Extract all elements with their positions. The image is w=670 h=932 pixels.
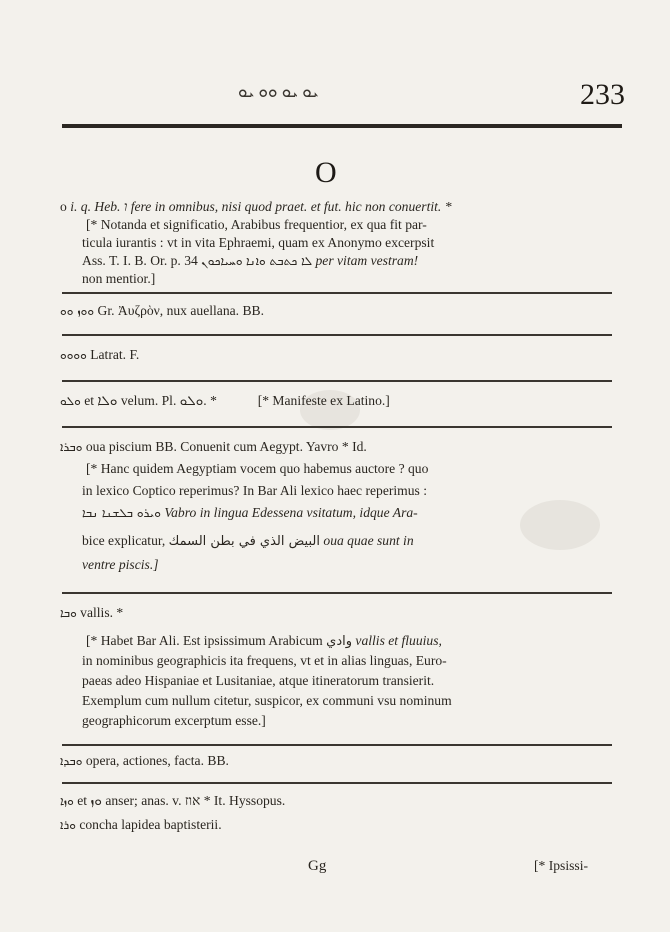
entry-text: Ass. T. I. B. Or. p. 34 <box>82 253 198 268</box>
entry-text: bice explicatur, <box>82 533 166 548</box>
entry-separator <box>62 782 612 784</box>
entry-text: Vabro in lingua Edessena vsitatum, idque Ara- <box>164 505 418 520</box>
entry-line: [* Notanda et significatio, Arabibus frequentior, ex qua fit par- <box>86 217 427 232</box>
entry-line: geographicorum excerptum esse.] <box>82 713 266 728</box>
header-rule <box>62 124 622 128</box>
entry-headword: ܘܒܕܐ <box>60 754 83 768</box>
entry-line <box>60 438 367 456</box>
entry-line: in nominibus geographicis ita frequens, vt et in alias linguas, Euro- <box>82 653 447 668</box>
syriac-text: ܘܝܪܘ ܒܠܫܢܐ ܢܒܐ <box>82 506 161 520</box>
entry-line <box>60 346 139 364</box>
entry-gloss: oua quae sunt in <box>323 533 414 548</box>
entry-headword: ܘܘܙ ܘܘ <box>60 304 95 318</box>
entry-separator <box>62 744 612 746</box>
entry-headword: ܘܙܐ <box>60 794 74 808</box>
entry-text: et ܘܠܐ velum. Pl. ܘܠܘ. * <box>84 393 217 408</box>
entry-line <box>60 792 285 810</box>
entry-separator <box>62 426 612 428</box>
entry-line <box>60 392 390 410</box>
entry-text: concha lapidea baptisterii. <box>79 817 222 832</box>
entry-note: [* Manifeste ex Latino.] <box>257 393 390 408</box>
entry-separator <box>62 592 612 594</box>
syriac-text: ܘܚܝܐܟܘܢ <box>201 254 243 268</box>
entry-gloss: per vitam vestram! <box>315 253 419 268</box>
entry-line <box>60 604 123 622</box>
entry-text: [* Habet Bar Ali. Est ipsissimum Arabicum <box>86 633 323 648</box>
entry-line: ticula iurantis : vt in vita Ephraemi, quam ex Anonymo excerpsit <box>82 235 435 250</box>
entry-line: [* Hanc quidem Aegyptiam vocem quo habemus auctore ? quo <box>86 461 429 476</box>
entry-headword: ܘܒܐ <box>60 606 77 620</box>
entry-headword: ܘܘܘܘ <box>60 348 87 362</box>
entry-text: i. q. Heb. ו fere in omnibus, nisi quod praet. et fut. hic non conuertit. * <box>70 199 452 214</box>
entry-separator <box>62 292 612 294</box>
entry-line <box>82 504 418 522</box>
syriac-text: ܠܐ ܟܬܒܬ ܘܐܢܐ <box>245 254 313 268</box>
entry-line <box>86 632 442 651</box>
entry-line: in lexico Coptico reperimus? In Bar Ali lexico haec reperimus : <box>82 483 428 498</box>
entry-separator <box>62 334 612 336</box>
entry-line <box>60 302 264 320</box>
entry-line: Exemplum cum nullum citetur, suspicor, ex communi vsu nominum <box>82 693 452 708</box>
arabic-text: وادي <box>326 634 353 649</box>
entry-line <box>60 816 222 834</box>
entry-text: Gr. Ἀυζρὸν, nux auellana. BB. <box>97 303 264 318</box>
entry-line <box>60 198 452 216</box>
entry-line: non mentior.] <box>82 271 156 286</box>
entry-line: ventre piscis.] <box>82 557 159 572</box>
entry-line <box>82 532 414 551</box>
paper-stain <box>520 500 600 550</box>
entry-gloss: vallis et fluuius, <box>355 633 442 648</box>
entry-line: paeas adeo Hispaniae et Lusitaniae, atque itineratorum transierit. <box>82 673 435 688</box>
running-head: ܝܘ ܝܘ ܘܘ ܝܘ <box>238 82 319 101</box>
entry-text: vallis. * <box>80 605 124 620</box>
entry-headword: ܘܪܐ <box>60 818 76 832</box>
entry-text: oua piscium BB. Conuenit cum Aegypt. Yavro * Id. <box>85 439 367 454</box>
entry-text: Latrat. F. <box>90 347 140 362</box>
entry-text: opera, actiones, facta. BB. <box>85 753 229 768</box>
signature-mark: Gg <box>308 858 327 874</box>
entry-headword: ܘܒܪܐ <box>60 440 83 454</box>
entry-separator <box>62 380 612 382</box>
entry-line <box>82 252 418 270</box>
entry-text: et ܘܙ anser; anas. v. אוז * It. Hyssopus. <box>77 793 286 808</box>
entry-headword: o <box>60 199 67 214</box>
section-letter: O <box>315 156 337 189</box>
page-number: 233 <box>580 78 625 111</box>
entry-line <box>60 752 229 770</box>
arabic-text: البيض الذي في بطن السمك <box>168 534 320 549</box>
catchword: [* Ipsissi- <box>534 858 588 873</box>
entry-headword: ܘܠܘ <box>60 394 81 408</box>
